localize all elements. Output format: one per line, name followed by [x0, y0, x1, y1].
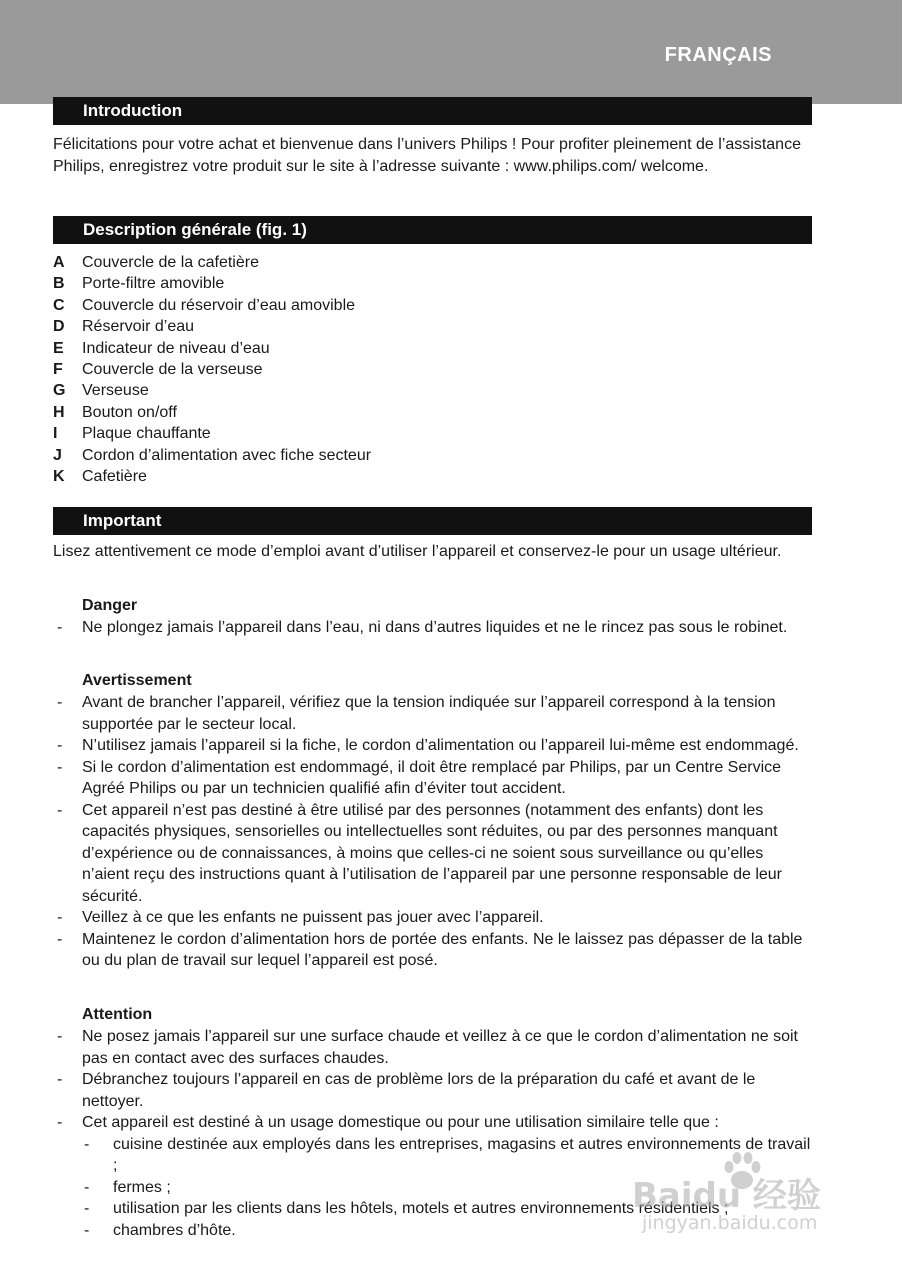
section-header-introduction: Introduction	[53, 97, 812, 125]
watermark-url: jingyan.baidu.com	[642, 1212, 818, 1234]
part-item	[53, 445, 753, 466]
parts-list	[53, 252, 753, 487]
part-item	[53, 466, 753, 487]
list-item: - Ne plongez jamais l’appareil dans l’eau, ni dans d’autres liquides et ne le rincez pas sous le robinet.	[57, 619, 788, 636]
part-item	[53, 359, 753, 380]
part-letter: E	[53, 339, 64, 357]
part-label: Porte-filtre amovible	[82, 275, 225, 293]
part-letter: G	[53, 382, 66, 400]
list-item: - Cet appareil est destiné à un usage domestique ou pour une utilisation similaire telle que : - cuisine destinée aux employés dans les entreprises, magasins et autres environnements de travail ; - fermes ; - utilisation par les clients dans les hôtels, motels et autres environnements résidentiels ; - chambres d’hôte.	[53, 1112, 813, 1241]
part-label: Couvercle de la verseuse	[82, 360, 263, 378]
warning-heading: Avertissement	[82, 672, 192, 689]
warning-list	[53, 692, 813, 972]
part-letter: J	[53, 446, 62, 464]
part-item	[53, 380, 753, 401]
list-item: - N’utilisez jamais l’appareil si la fiche, le cordon d’alimentation ou l’appareil lui-même est endommagé.	[57, 737, 799, 754]
list-item: - Maintenez le cordon d’alimentation hors de portée des enfants. Ne le laissez pas dépasser de la table ou du plan de travail sur lequel l’appareil est posé.	[57, 930, 803, 969]
sublist-item: - cuisine destinée aux employés dans les entreprises, magasins et autres environnements de travail ;	[84, 1135, 811, 1174]
part-letter: C	[53, 296, 65, 314]
part-label: Cordon d’alimentation avec fiche secteur	[82, 446, 372, 464]
list-item: - Cet appareil n’est pas destiné à être utilisé par des personnes (notamment des enfants) dont les capacités physiques, sensorielles ou intellectuelles sont réduites, ou par des personnes manquant d’expérience ou de connaissances, à moins que celles-ci ne soient sous surveillance ou qu’elles n’aient reçu des instructions quant à l’utilisation de l’appareil par une personne responsable de leur sécurité.	[57, 801, 782, 905]
section-header-important: Important	[53, 507, 812, 535]
part-label: Réservoir d’eau	[82, 318, 195, 336]
list-item: - Veillez à ce que les enfants ne puissent pas jouer avec l’appareil.	[57, 909, 544, 926]
danger-heading: Danger	[82, 597, 138, 614]
part-label: Couvercle du réservoir d’eau amovible	[82, 296, 356, 314]
part-item	[53, 273, 753, 294]
part-item	[53, 295, 753, 316]
part-label: Couvercle de la cafetière	[82, 254, 259, 271]
part-letter: B	[53, 275, 65, 293]
part-letter: F	[53, 360, 63, 378]
part-label: Verseuse	[82, 382, 149, 400]
sublist-item: - utilisation par les clients dans les hôtels, motels et autres environnements résidentiels ;	[84, 1200, 729, 1217]
part-letter: H	[53, 403, 65, 421]
part-label: Bouton on/off	[82, 403, 177, 421]
part-item	[53, 338, 753, 359]
important-intro: Lisez attentivement ce mode d’emploi avant d’utiliser l’appareil et conservez-le pour un usage ultérieur.	[53, 543, 782, 560]
part-label: Cafetière	[82, 467, 147, 485]
language-label: FRANÇAIS	[664, 44, 772, 66]
list-item: - Débranchez toujours l’appareil en cas de problème lors de la préparation du café et avant de le nettoyer.	[57, 1071, 756, 1110]
list-item: - Ne posez jamais l’appareil sur une surface chaude et veillez à ce que le cordon d’alimentation ne soit pas en contact avec des surfaces chaudes.	[57, 1028, 798, 1067]
part-letter: I	[53, 425, 58, 443]
sublist-item: - fermes ;	[84, 1178, 171, 1196]
watermark-logo: Baidu 经验	[632, 1176, 821, 1216]
introduction-text: Félicitations pour votre achat et bienvenue dans l’univers Philips ! Pour profiter pleinement de l’assistance Philips, enregistrez votre produit sur le site à l’adresse suivante : www.philips.com/ welcome.	[53, 136, 801, 175]
section-header-description: Description générale (fig. 1)	[53, 216, 812, 244]
part-item	[53, 252, 753, 273]
caution-heading: Attention	[82, 1006, 153, 1023]
list-item: - Avant de brancher l’appareil, vérifiez que la tension indiquée sur l’appareil correspond à la tension supportée par le secteur local.	[57, 694, 776, 733]
part-label: Indicateur de niveau d’eau	[82, 339, 270, 357]
sublist-item: - chambres d’hôte.	[84, 1221, 236, 1239]
part-label: Plaque chauffante	[82, 425, 211, 443]
part-letter: D	[53, 318, 65, 336]
part-letter: A	[53, 254, 65, 271]
part-item	[53, 402, 753, 423]
list-item: - Si le cordon d’alimentation est endommagé, il doit être remplacé par Philips, par un Centre Service Agréé Philips ou par un technicien qualifié afin d’éviter tout accident.	[57, 758, 782, 797]
part-item	[53, 423, 753, 444]
watermark	[632, 1150, 862, 1245]
part-item	[53, 316, 753, 337]
danger-list	[53, 617, 813, 639]
part-letter: K	[53, 467, 65, 485]
